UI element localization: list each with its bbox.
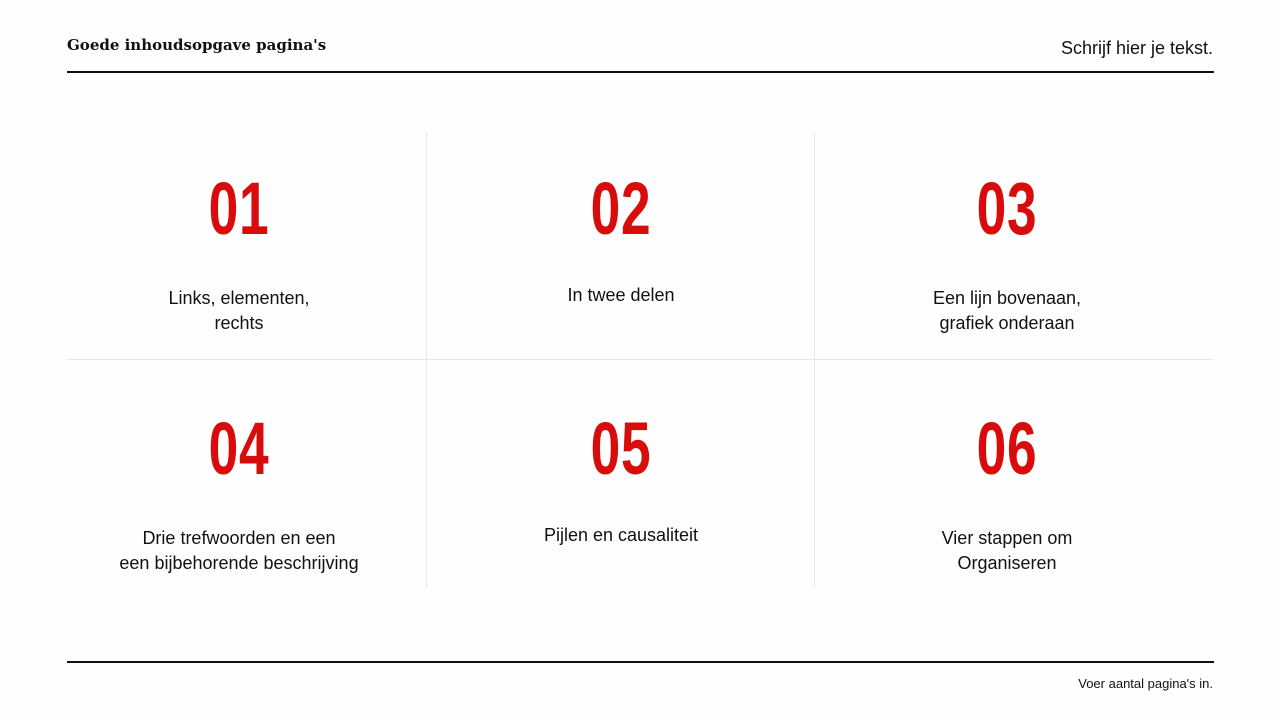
toc-item-description [822,526,1192,576]
toc-item-desc-line: In twee delen [567,285,675,305]
toc-item-number: 04 [208,407,270,490]
grid-vertical-line-left [426,132,427,588]
toc-item-number: 06 [976,407,1038,490]
toc-item-description [822,286,1192,336]
top-divider [67,71,1214,73]
toc-item-desc-line: Drie trefwoorden en een [142,528,336,548]
toc-item-02 [435,167,807,308]
toc-item-04 [67,407,411,576]
toc-item-number: 03 [976,167,1038,250]
footer-page-count: Voer aantal pagina's in. [1078,676,1213,691]
toc-item-desc-line: een bijbehorende beschrijving [119,553,359,573]
toc-item-desc-line: Een lijn bovenaan, [932,288,1082,308]
toc-item-description [67,526,411,576]
toc-item-desc-line: rechts [214,313,264,333]
toc-item-desc-line: Vier stappen om [941,528,1073,548]
toc-item-01 [67,167,411,336]
toc-item-number: 01 [208,167,270,250]
toc-item-desc-line: Links, elementen, [168,288,310,308]
page-title: Goede inhoudsopgave pagina's [67,36,327,54]
toc-item-description [435,523,807,548]
toc-item-desc-line: Pijlen en causaliteit [543,525,699,545]
toc-item-description [67,286,411,336]
bottom-divider [67,661,1214,663]
toc-item-number: 02 [590,167,652,250]
grid-horizontal-line [67,359,1213,360]
toc-item-desc-line: Organiseren [957,553,1057,573]
toc-item-desc-line: grafiek onderaan [939,313,1075,333]
toc-item-03 [822,167,1192,336]
toc-item-06 [822,407,1192,576]
header-text: Schrijf hier je tekst. [1060,38,1213,58]
toc-item-number: 05 [590,407,652,490]
toc-item-05 [435,407,807,548]
toc-item-description [435,283,807,308]
grid-vertical-line-right [814,132,815,588]
